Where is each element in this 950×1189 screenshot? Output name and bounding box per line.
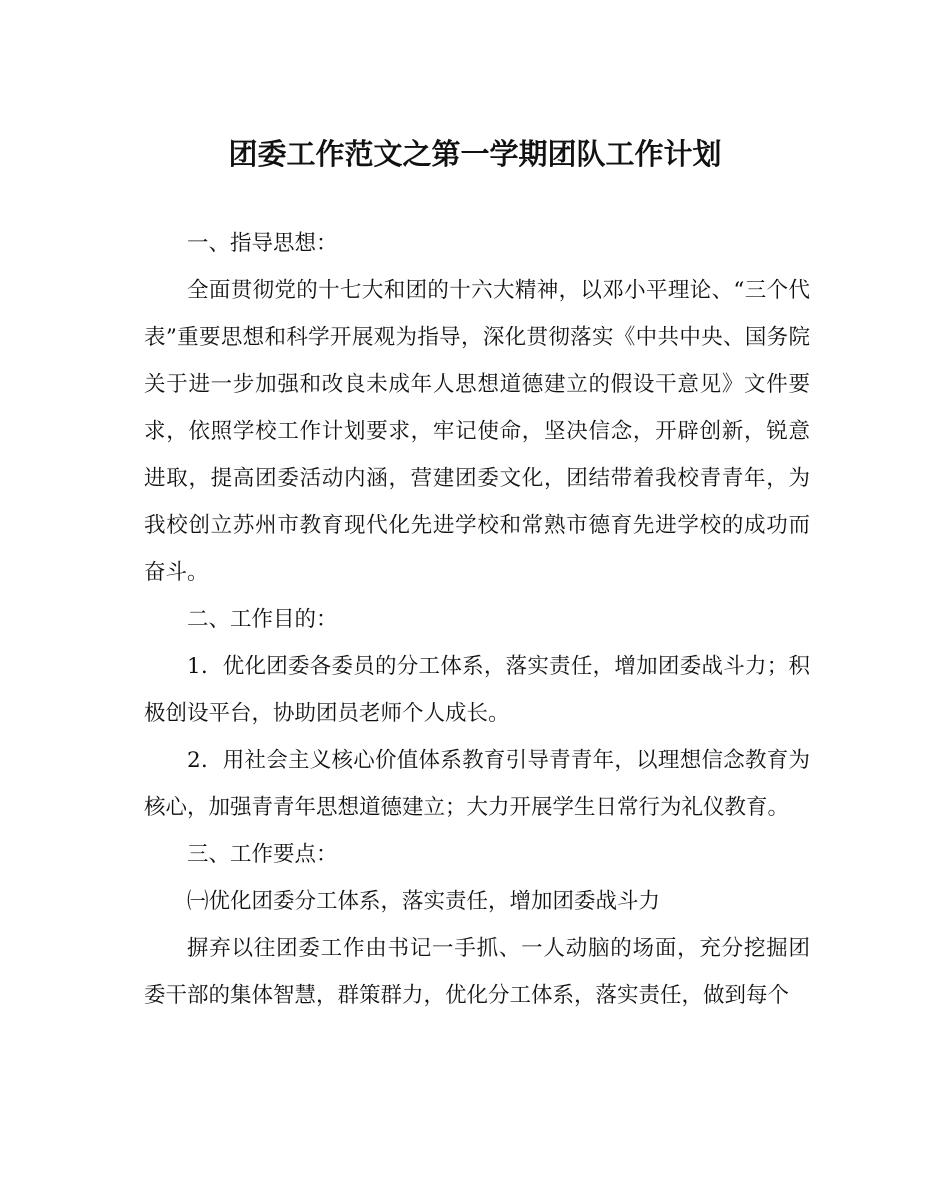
document-title: 团委工作范文之第一学期团队工作计划 xyxy=(228,137,722,171)
heading-work-goals: 二、工作目的： xyxy=(187,607,338,632)
paragraph-goal-1: 1．优化团委各委员的分工体系，落实责任，增加团委战斗力；积极创设平台，协助团员老师个人成长。 xyxy=(144,654,810,726)
paragraph-point-1: 摒弃以往团委工作由书记一手抓、一人动脑的场面，充分挖掘团委干部的集体智慧，群策群力，优化分工体系，落实责任，做到每个 xyxy=(144,936,810,1008)
heading-guiding-ideology: 一、指导思想： xyxy=(187,231,338,256)
heading-work-points: 三、工作要点： xyxy=(187,842,338,867)
paragraph-guiding-ideology: 全面贯彻党的十七大和团的十六大精神，以邓小平理论、“三个代表”重要思想和科学开展观为指导，深化贯彻落实《中共中央、国务院关于进一步加强和改良未成年人思想道德建立的假设干意见》文件要求，依照学校工作计划要求，牢记使命，坚决信念，开辟创新，锐意进取，提高团委活动内涵，营建团委文化，团结带着我校青青年，为我校创立苏州市教育现代化先进学校和常熟市德育先进学校的成功而奋斗。 xyxy=(144,278,810,585)
paragraph-goal-2: 2．用社会主义核心价值体系教育引导青青年，以理想信念教育为核心，加强青青年思想道德建立；大力开展学生日常行为礼仪教育。 xyxy=(144,748,810,820)
subheading-point-1: ㈠优化团委分工体系，落实责任，增加团委战斗力 xyxy=(187,889,661,914)
document-body xyxy=(144,220,810,1019)
